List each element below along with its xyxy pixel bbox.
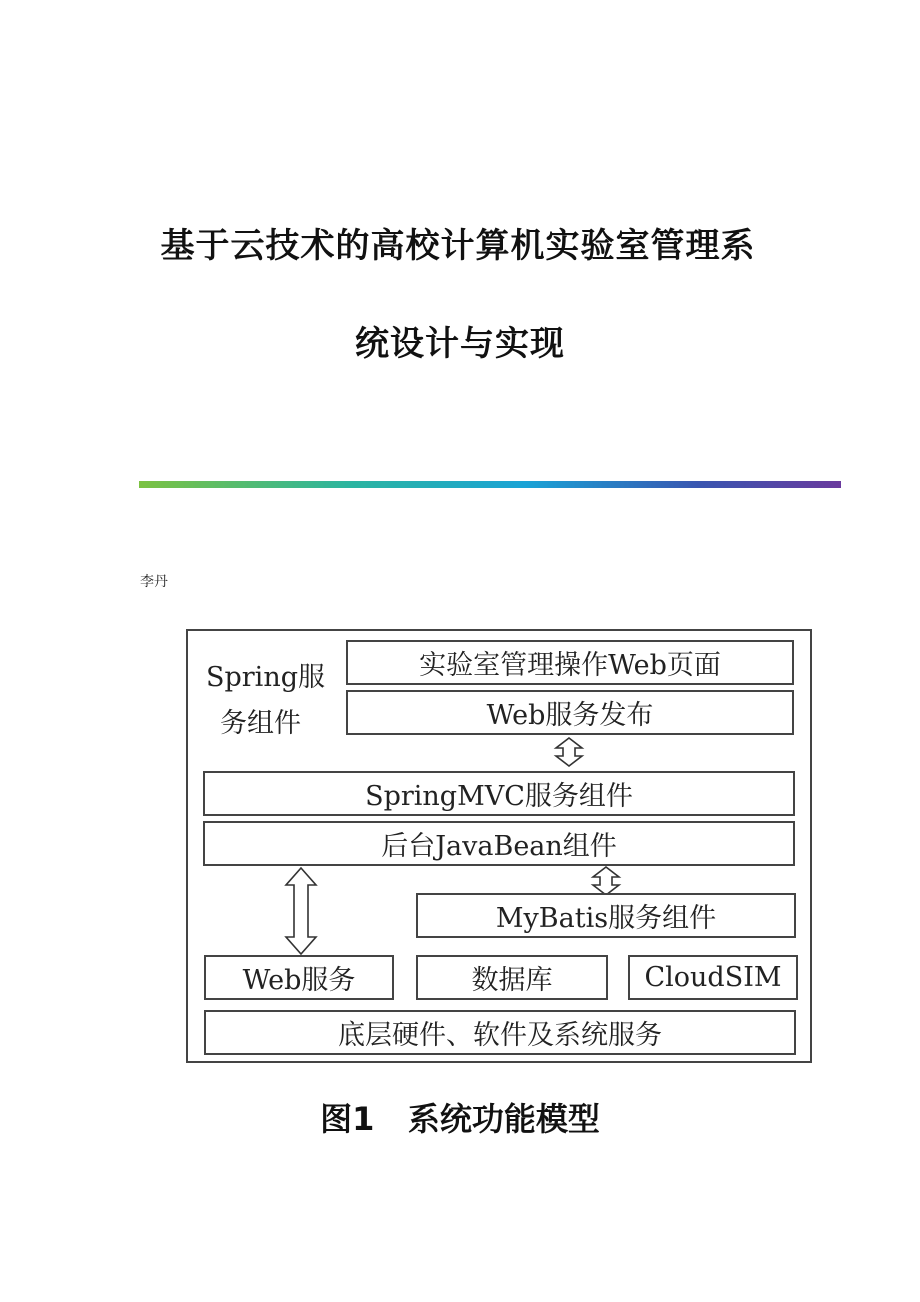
springmvc-box: SpringMVC服务组件: [203, 771, 795, 816]
figure-caption-text: 系统功能模型: [407, 1100, 600, 1138]
system-function-diagram: [186, 629, 812, 1063]
document-title-line-2: 统设计与实现: [355, 324, 565, 364]
spring-label-line-1: Spring服: [206, 662, 325, 693]
double-arrow-large: [283, 867, 319, 955]
web-publish-box: Web服务发布: [346, 690, 794, 735]
spring-service-label: [206, 655, 336, 747]
mybatis-box: MyBatis服务组件: [416, 893, 796, 938]
author-name: 李丹: [140, 574, 168, 590]
double-arrow-small-1: [551, 737, 587, 767]
web-service-box: Web服务: [204, 955, 394, 1000]
javabean-box: 后台JavaBean组件: [203, 821, 795, 866]
web-page-box: 实验室管理操作Web页面: [346, 640, 794, 685]
double-arrow-small-2: [588, 866, 624, 896]
spring-label-line-2: 务组件: [220, 708, 301, 739]
gradient-divider: [139, 481, 841, 488]
bottom-layer-box: 底层硬件、软件及系统服务: [204, 1010, 796, 1055]
figure-caption: [0, 1094, 920, 1140]
database-box: 数据库: [416, 955, 608, 1000]
document-title-line-1: 基于云技术的高校计算机实验室管理系: [160, 226, 756, 266]
figure-caption-number: 图1: [320, 1100, 375, 1138]
cloudsim-box: CloudSIM: [628, 955, 798, 1000]
